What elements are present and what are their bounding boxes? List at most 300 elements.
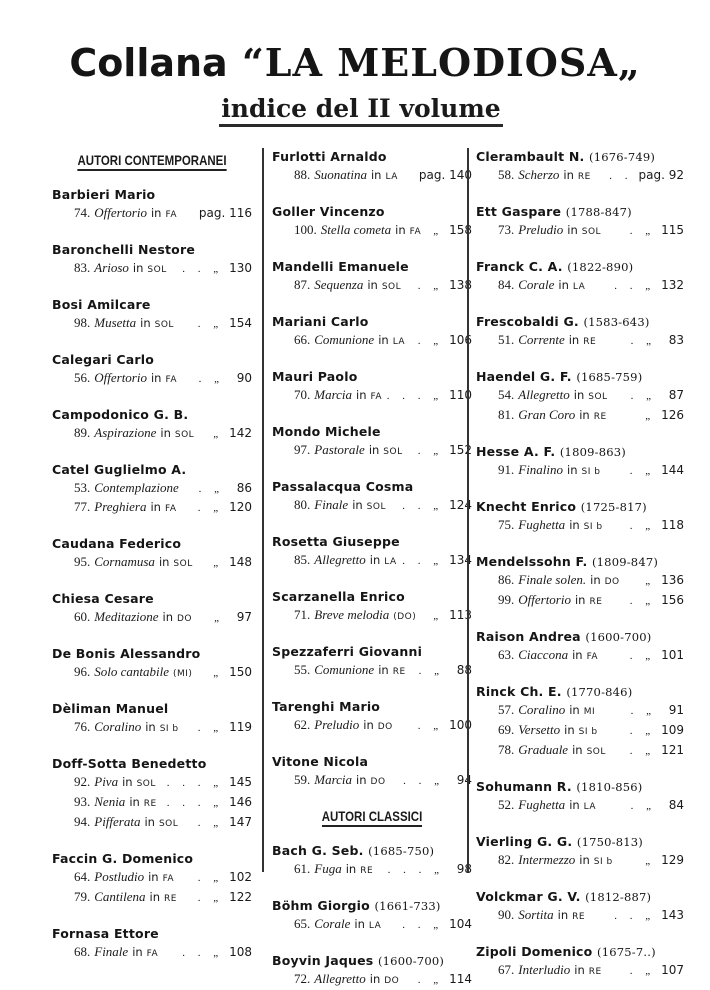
author-name <box>476 313 684 331</box>
author-dates: (1725-817) <box>580 500 647 514</box>
author-name-text: Barbieri Mario <box>52 187 156 202</box>
leader-dots: . „ <box>198 483 224 495</box>
piece-title: Gran Coro <box>518 407 576 422</box>
page-number: 119 <box>229 720 252 734</box>
author-name <box>52 590 252 608</box>
author-name <box>52 461 252 479</box>
piece-key: LA <box>368 921 382 931</box>
author-name <box>476 148 684 166</box>
piece-key: DO <box>384 976 400 986</box>
page-number: 144 <box>661 463 684 477</box>
page-number: 132 <box>661 278 684 292</box>
author-name <box>272 952 472 970</box>
piece-number: 54. <box>498 387 515 402</box>
piece-number: 72. <box>294 971 311 986</box>
piece-number: 80. <box>294 497 311 512</box>
leader-dots: „ <box>645 575 656 587</box>
page-number: 115 <box>661 223 684 237</box>
page-number: 154 <box>229 316 252 330</box>
piece-key: SOL <box>383 447 403 457</box>
piece-number: 53. <box>74 480 91 495</box>
page-number: 146 <box>229 795 252 809</box>
piece-key: SOL <box>588 392 608 402</box>
piece-number: 78. <box>498 742 515 757</box>
piece-title: Musetta <box>94 315 137 330</box>
piece-number: 65. <box>294 916 311 931</box>
piece-number: 68. <box>74 944 91 959</box>
piece-entry <box>476 741 684 761</box>
page-number: 134 <box>449 553 472 567</box>
author-group <box>476 683 684 761</box>
author-name <box>52 535 252 553</box>
piece-title: Comunione <box>314 662 375 677</box>
piece-entry <box>476 516 684 536</box>
piece-key: FA <box>146 949 159 959</box>
author-name <box>52 925 252 943</box>
author-group <box>272 258 472 296</box>
author-name <box>52 700 252 718</box>
author-group <box>476 778 684 816</box>
author-group <box>476 258 684 296</box>
leader-dots: . . . „ <box>166 777 224 789</box>
leader-dots: . . <box>609 170 633 182</box>
piece-title: Postludio <box>94 869 145 884</box>
page-number: 87 <box>668 388 684 402</box>
piece-entry <box>52 663 252 683</box>
piece-title: Coralino <box>518 702 566 717</box>
piece-in: in <box>574 593 586 607</box>
piece-in: in <box>345 862 357 876</box>
piece-number: 61. <box>294 861 311 876</box>
piece-key: DO <box>177 614 193 624</box>
author-name <box>476 888 684 906</box>
piece-key: RE <box>583 337 597 347</box>
piece-in: in <box>150 371 162 385</box>
piece-number: 88. <box>294 167 311 182</box>
author-group <box>52 700 252 738</box>
piece-in: in <box>569 518 580 532</box>
piece-key: SOL <box>154 320 174 330</box>
author-name-text: Bosi Amilcare <box>52 297 151 312</box>
piece-in: in <box>149 890 161 904</box>
piece-number: 99. <box>498 592 515 607</box>
piece-number: 95. <box>74 554 91 569</box>
piece-title: Preghiera <box>94 499 147 514</box>
author-name <box>272 698 472 716</box>
piece-key: RE <box>589 597 603 607</box>
piece-title: Marcia <box>314 387 353 402</box>
piece-number: 76. <box>74 719 91 734</box>
piece-number: 84. <box>498 277 515 292</box>
author-group <box>52 850 252 908</box>
piece-number: 64. <box>74 869 91 884</box>
piece-in: in <box>356 388 367 402</box>
author-name <box>272 842 472 860</box>
page-number: 84 <box>668 798 684 812</box>
author-group <box>476 148 684 186</box>
piece-entry <box>52 608 252 628</box>
author-group <box>52 186 252 224</box>
author-group <box>52 590 252 628</box>
author-group <box>476 888 684 926</box>
author-name-text: Furlotti Arnaldo <box>272 149 387 164</box>
piece-key: MI <box>583 707 596 717</box>
page-number: 107 <box>661 963 684 977</box>
page-number: 147 <box>229 815 252 829</box>
page-number: pag. 92 <box>638 168 684 182</box>
piece-number: 89. <box>74 425 91 440</box>
author-name-text: Vitone Nicola <box>272 754 369 769</box>
page-number: 126 <box>661 408 684 422</box>
author-name <box>272 423 472 441</box>
piece-title: Nenia <box>94 794 126 809</box>
page-number: 113 <box>449 608 472 622</box>
piece-number: 94. <box>74 814 91 829</box>
author-dates: (1600-700) <box>585 630 652 644</box>
piece-title: Finale solen. <box>518 572 587 587</box>
author-name <box>52 241 252 259</box>
author-name <box>272 897 472 915</box>
piece-in: in <box>150 500 161 514</box>
author-name-text: Calegari Carlo <box>52 352 155 367</box>
author-dates: (1685-750) <box>368 844 435 858</box>
piece-number: 66. <box>294 332 311 347</box>
author-name-text: Dèliman Manuel <box>52 701 169 716</box>
piece-key: DO <box>370 777 386 787</box>
piece-entry <box>52 424 252 444</box>
author-name-text: De Bonis Alessandro <box>52 646 201 661</box>
page-number: 106 <box>449 333 472 347</box>
author-group <box>52 645 252 683</box>
piece-entry <box>476 571 684 591</box>
leader-dots: . „ <box>197 502 224 514</box>
piece-title: Allegretto <box>314 552 366 567</box>
leader-dots: . . „ <box>614 280 656 292</box>
author-group <box>476 368 684 426</box>
page-number: 156 <box>661 593 684 607</box>
piece-title: Contemplazione <box>94 480 179 495</box>
page-number: 148 <box>229 555 252 569</box>
piece-key: SI b <box>581 467 601 477</box>
piece-title: Corrente <box>518 332 565 347</box>
author-name-text: Rosetta Giuseppe <box>272 534 400 549</box>
author-group <box>272 423 472 461</box>
author-group <box>52 406 252 444</box>
piece-in: in <box>368 443 380 457</box>
author-group <box>52 461 252 518</box>
author-name <box>272 533 472 551</box>
page-number: 122 <box>229 890 252 904</box>
author-group <box>272 313 472 351</box>
author-dates: (1661-733) <box>374 899 441 913</box>
piece-in: in <box>569 798 580 812</box>
leader-dots: . . „ <box>182 263 224 275</box>
piece-number: 70. <box>294 387 311 402</box>
leader-dots: . „ <box>417 280 444 292</box>
piece-title: Pifferata <box>94 814 141 829</box>
piece-in: in <box>369 972 381 986</box>
author-name <box>476 833 684 851</box>
page-number: 158 <box>449 223 472 237</box>
section-heading-contemporanei <box>70 152 234 168</box>
author-name <box>476 203 684 221</box>
author-name-text: Frescobaldi G. <box>476 314 579 329</box>
leader-dots: . „ <box>629 725 656 737</box>
piece-title: Graduale <box>518 742 569 757</box>
piece-title: Finale <box>94 944 129 959</box>
author-group <box>476 628 684 666</box>
leader-dots: . . „ <box>403 775 444 787</box>
piece-in: in <box>160 426 171 440</box>
subtitle-text: indice del II volume <box>219 94 502 127</box>
author-name <box>476 683 684 701</box>
author-name-text: Chiesa Cesare <box>52 591 154 606</box>
piece-entry <box>52 793 252 813</box>
piece-key: RE <box>164 894 177 904</box>
piece-key: LA <box>392 337 406 347</box>
piece-in: in <box>148 870 159 884</box>
leader-dots: . „ <box>629 650 656 662</box>
piece-in: in <box>569 703 580 717</box>
piece-key: LA <box>385 172 398 182</box>
piece-title: Corale <box>314 916 351 931</box>
piece-number: 87. <box>294 277 311 292</box>
author-group <box>272 203 472 241</box>
author-name <box>476 498 684 516</box>
piece-title: Aspirazione <box>94 425 157 440</box>
author-name-text: Rinck Ch. E. <box>476 684 562 699</box>
page-number: 130 <box>229 261 252 275</box>
author-name <box>476 553 684 571</box>
author-name-text: Baronchelli Nestore <box>52 242 195 257</box>
author-name-text: Boyvin Jaques <box>272 953 374 968</box>
author-name-text: Passalacqua Cosma <box>272 479 414 494</box>
piece-in: in <box>564 723 575 737</box>
leader-dots: . „ <box>197 318 224 330</box>
leader-dots: „ <box>433 610 444 622</box>
piece-title: Fuga <box>314 861 342 876</box>
page-number: 88 <box>456 663 472 677</box>
piece-entry <box>476 461 684 481</box>
author-name-text: Tarenghi Mario <box>272 699 381 714</box>
piece-in: in <box>573 388 585 402</box>
piece-number: 81. <box>498 407 515 422</box>
piece-entry <box>476 961 684 981</box>
piece-in: in <box>568 333 580 347</box>
piece-number: 92. <box>74 774 91 789</box>
page-number: 129 <box>661 853 684 867</box>
author-group <box>52 351 252 389</box>
piece-in: in <box>574 963 585 977</box>
author-dates: (1685-759) <box>576 370 643 384</box>
author-group <box>272 842 472 880</box>
author-dates: (1770-846) <box>566 685 633 699</box>
leader-dots: . „ <box>417 445 444 457</box>
author-dates: (1809-847) <box>591 555 659 569</box>
author-dates: (1812-887) <box>585 890 652 904</box>
piece-number: 96. <box>74 664 91 679</box>
page-number: 91 <box>668 703 684 717</box>
piece-in: in <box>122 775 133 789</box>
piece-entry <box>272 915 472 935</box>
author-name-text: Mariani Carlo <box>272 314 369 329</box>
piece-number: 57. <box>498 702 515 717</box>
piece-entry <box>476 796 684 816</box>
page-number: 83 <box>668 333 684 347</box>
piece-entry <box>52 813 252 833</box>
piece-in: in <box>572 648 583 662</box>
piece-number: 51. <box>498 332 515 347</box>
author-group <box>272 588 472 626</box>
page-number: 138 <box>449 278 472 292</box>
piece-title: Comunione <box>314 332 375 347</box>
author-group <box>272 533 472 571</box>
piece-number: 60. <box>74 609 91 624</box>
author-dates: (1600-700) <box>377 954 445 968</box>
leader-dots: „ <box>213 557 224 569</box>
leader-dots: . . . „ <box>166 797 224 809</box>
piece-key: RE <box>572 912 586 922</box>
author-name <box>52 755 252 773</box>
author-name-text: Vierling G. G. <box>476 834 573 849</box>
page-number: 124 <box>449 498 472 512</box>
piece-key: SOL <box>147 265 167 275</box>
author-name <box>52 850 252 868</box>
author-group <box>476 203 684 241</box>
piece-key: SOL <box>381 282 402 292</box>
piece-number: 82. <box>498 852 515 867</box>
piece-in: in <box>158 555 170 569</box>
title-main: “LA MELODIOSA„ <box>241 40 641 85</box>
piece-title: Finale <box>314 497 349 512</box>
piece-key: (DO) <box>393 612 417 622</box>
leader-dots: . „ <box>629 965 656 977</box>
author-name <box>272 148 472 166</box>
author-name-text: Zipoli Domenico <box>476 944 593 959</box>
author-name-text: Goller Vincenzo <box>272 204 385 219</box>
piece-in: in <box>356 773 367 787</box>
piece-in: in <box>395 223 406 237</box>
piece-title: Ciaccona <box>518 647 569 662</box>
author-name <box>476 943 684 961</box>
author-name <box>272 313 472 331</box>
piece-in: in <box>132 261 144 275</box>
leader-dots: . „ <box>417 720 444 732</box>
piece-in: in <box>363 718 374 732</box>
author-name-text: Clerambault N. <box>476 149 585 164</box>
piece-key: SI b <box>593 857 613 867</box>
leader-dots: . „ <box>629 595 656 607</box>
piece-key: SOL <box>586 747 606 757</box>
author-name <box>272 368 472 386</box>
author-group <box>52 925 252 963</box>
piece-title: Pastorale <box>314 442 365 457</box>
author-name <box>272 588 472 606</box>
leader-dots: „ <box>213 428 224 440</box>
author-list <box>52 186 252 963</box>
piece-number: 85. <box>294 552 311 567</box>
piece-key: RE <box>588 967 602 977</box>
piece-key: LA <box>384 557 397 567</box>
page-number: 102 <box>229 870 252 884</box>
piece-key: SI b <box>159 724 179 734</box>
author-name <box>272 258 472 276</box>
piece-entry <box>476 701 684 721</box>
piece-title: Solo cantabile <box>94 664 169 679</box>
page-number: 101 <box>661 648 684 662</box>
leader-dots: . „ <box>629 745 656 757</box>
piece-title: Interludio <box>518 962 571 977</box>
author-list-classici <box>272 842 472 990</box>
author-group <box>272 952 472 990</box>
leader-dots: . „ <box>198 373 224 385</box>
piece-entry <box>272 166 472 186</box>
author-name-text: Raison Andrea <box>476 629 581 644</box>
piece-in: in <box>150 206 162 220</box>
author-list <box>476 148 684 981</box>
column-2 <box>262 148 472 986</box>
piece-title: Coralino <box>94 719 142 734</box>
leader-dots: . . „ <box>402 500 444 512</box>
piece-entry <box>52 204 252 224</box>
piece-key: FA <box>165 210 177 220</box>
author-group <box>476 443 684 481</box>
piece-title: Offertorio <box>94 370 147 385</box>
author-dates: (1583-643) <box>583 315 650 329</box>
author-dates: (1788-847) <box>565 205 632 219</box>
piece-key: SOL <box>366 502 386 512</box>
piece-key: SOL <box>581 227 602 237</box>
piece-entry <box>272 771 472 791</box>
page-number: pag. 116 <box>198 206 252 220</box>
author-dates: (1822-890) <box>567 260 634 274</box>
piece-number: 77. <box>74 499 91 514</box>
author-name <box>272 203 472 221</box>
piece-key: FA <box>162 874 175 884</box>
author-dates: (1676-749) <box>589 150 656 164</box>
author-name <box>272 753 472 771</box>
leader-dots: . „ <box>197 872 224 884</box>
piece-key: DO <box>377 722 393 732</box>
piece-title: Marcia <box>314 772 353 787</box>
piece-entry <box>476 166 684 186</box>
author-group <box>272 368 472 406</box>
piece-entry <box>272 970 472 990</box>
page-number: 110 <box>449 388 472 402</box>
piece-number: 93. <box>74 794 91 809</box>
piece-in: in <box>557 908 569 922</box>
page-number: 97 <box>236 610 252 624</box>
page-number: 108 <box>229 945 252 959</box>
piece-entry <box>476 851 684 871</box>
piece-title: Preludio <box>314 717 360 732</box>
author-name <box>476 778 684 796</box>
page-number: 152 <box>449 443 472 457</box>
author-dates: (1675-7..) <box>597 945 656 959</box>
piece-number: 67. <box>498 962 515 977</box>
piece-key: FA <box>165 375 177 385</box>
author-name <box>272 643 472 661</box>
piece-entry <box>52 498 252 518</box>
leader-dots: . . „ <box>614 910 656 922</box>
piece-number: 90. <box>498 907 515 922</box>
author-dates: (1810-856) <box>576 780 643 794</box>
piece-entry <box>272 860 472 880</box>
author-name-text: Franck C. A. <box>476 259 563 274</box>
piece-key: LA <box>572 282 586 292</box>
piece-key: SI b <box>583 522 603 532</box>
author-list <box>272 148 472 791</box>
